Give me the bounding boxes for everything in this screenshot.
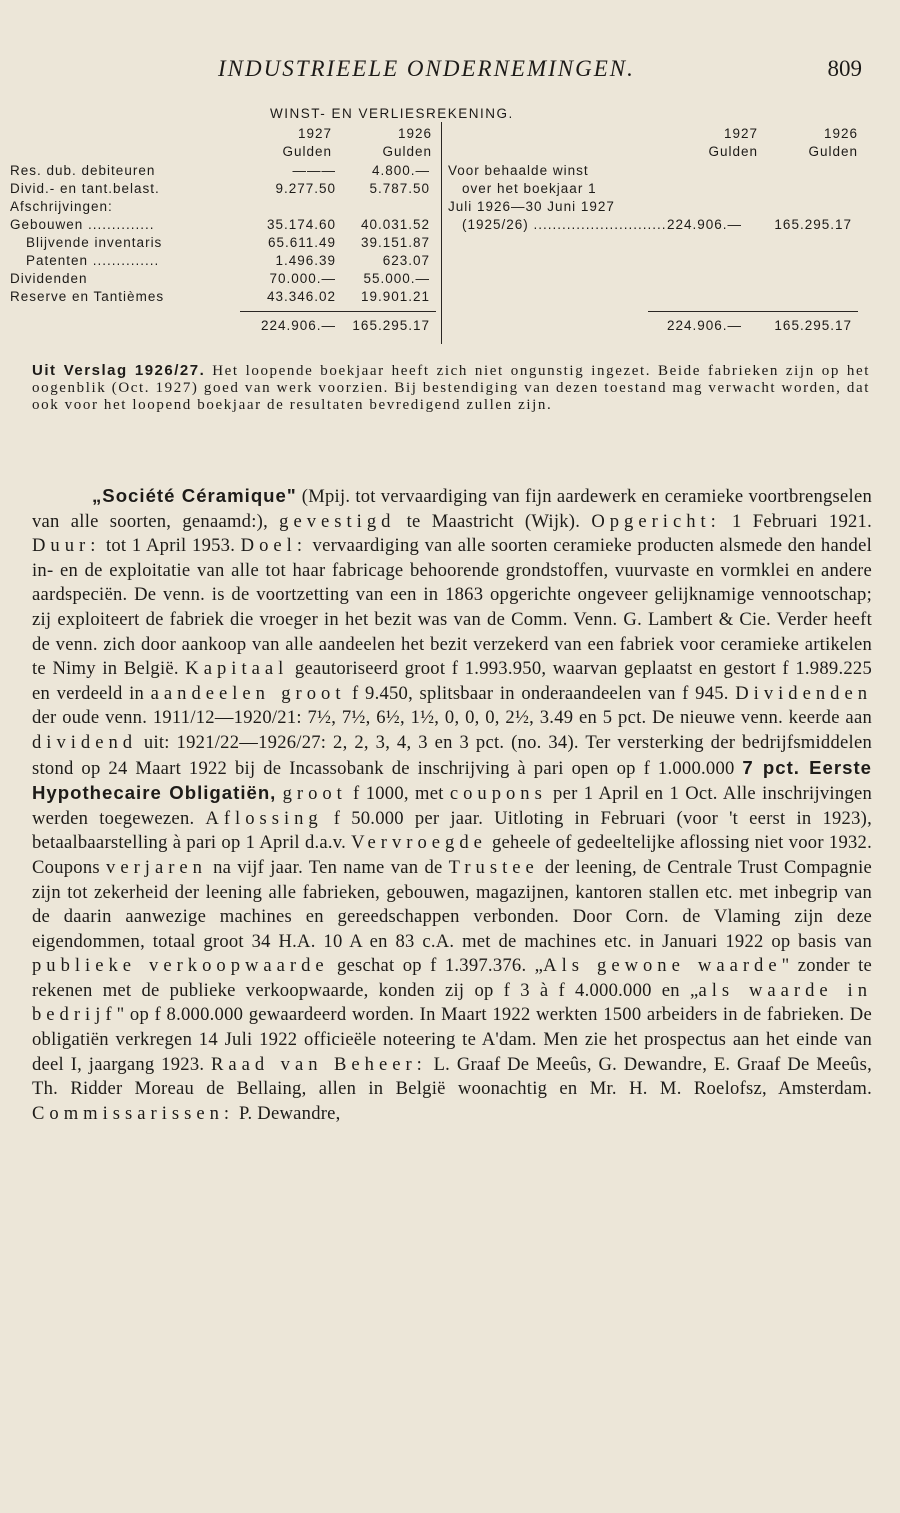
entry-text: " op f 8.000.000 gewaardeerd worden. In Maart 1922 werkten 1500 arbeiders in de fabrieken. De obligatiën verkregen 14 Juli 1922 officieële noteering te A'dam. Men zie het prospectus aan het einde van deel I, jaargang 1923. [32,1004,872,1075]
keyword-opgericht: Opgericht: [591,510,721,532]
company-entry [32,484,872,1126]
credit-year-1927: 1927 [723,126,758,141]
debit-label: Gebouwen .............. [10,217,155,232]
entry-text: f 1000, met [346,783,450,805]
credit-line: over het boekjaar 1 [462,181,597,196]
debit-value-1926: 55.000.— [363,271,430,286]
debit-value-1926: 39.151.87 [360,235,430,250]
profit-loss-account [0,0,900,360]
keyword-verjaren: verjaren [106,856,207,878]
debit-year-1927: 1927 [297,126,332,141]
keyword-aandeelen: aandeelen groot [150,682,346,704]
entry-text: der leening, de Centrale Trust Compagnie zijn tot zekerheid der leening alle fabrieken, gebouwen, magazijnen, kantoren stallen etc. met inbegrip van de daarin aanwezige machines en gereedschappen verbonden. Door Corn. de Vlaming zijn deze eigendommen, totaal groot 34 H.A. 10 A en 83 c.A. met de machines etc. in Januari 1922 op basis van [32,856,872,952]
debit-label: Dividenden [10,271,88,286]
credit-total-1927: 224.906.— [666,318,742,333]
report-text: Het loopende boekjaar heeft zich niet ongunstig ingezet. Beide fabrieken zijn op het oogenblik (Oct. 1927) goed van werk voorzien. Bij bestendiging van dezen toestand mag verwacht worden, dat ook voor het loopend boekjaar de resultaten bevredigend zullen zijn. [32,363,870,413]
keyword-obligaties: 7 pct. Eerste Hypothecaire Obligatiën, [32,756,872,804]
account-divider [441,122,442,344]
entry-text: per 1 April en 1 Oct. Alle inschrijvingen werden toegewezen. [32,783,872,829]
credit-currency-1926: Gulden [808,144,858,159]
entry-text: " zonder te rekenen met de publieke verkoopwaarde, konden zij op f 3 à f 4.000.000 en „ [32,955,872,1001]
entry-text: geautoriseerd groot f 1.993.950, waarvan geplaatst en gestort f 1.989.225 en verdeeld in [32,658,872,704]
credit-total-rule [648,311,858,312]
debit-value-1927: 1.496.39 [275,253,336,268]
keyword-doel: Doel: [240,535,307,557]
entry-text: geheele of gedeeltelijke aflossing niet voor 1932. Coupons [32,832,872,878]
debit-total-1927: 224.906.— [260,318,336,333]
annual-report-excerpt [32,362,870,414]
keyword-dividend: dividend [32,731,138,753]
debit-value-1927: 9.277.50 [275,181,336,196]
debit-value-1927: 43.346.02 [266,289,336,304]
credit-year-1926: 1926 [823,126,858,141]
keyword-duur: Duur: [32,535,101,557]
company-paragraph [32,484,872,1126]
debit-value-1927: 35.174.60 [266,217,336,232]
keyword-kapitaal: Kapitaal [185,658,289,680]
report-lead: Uit Verslag 1926/27. [32,362,206,379]
debit-value-1927: ——— [292,163,336,178]
credit-line: (1925/26) ............................ [462,217,667,232]
credit-line: Juli 1926—30 Juni 1927 [448,199,615,214]
debit-label: Blijvende inventaris [26,235,163,250]
keyword-aflossing: Aflossing [205,807,323,829]
keyword-groot: groot [282,783,347,805]
entry-text: L. Graaf De Meeûs, G. Dewandre, E. Graaf De Meeûs, Th. Ridder Moreau de Bellaing, allen in België woonachtig en Mr. H. M. Roelofsz, Amsterdam. [32,1053,872,1100]
debit-value-1927: 70.000.— [269,271,336,286]
keyword-gevestigd: gevestigd [279,510,396,532]
debit-value-1927: 65.611.49 [267,235,336,250]
entry-text: der oude venn. 1911/12—1920/21: 7½, 7½, 6½, 1½, 0, 0, 0, 2½, 3.49 en 5 pct. De nieuwe venn. keerde aan [32,707,872,729]
debit-value-1926: 623.07 [382,253,430,268]
debit-label: Patenten .............. [26,253,160,268]
entry-text: geschat op f 1.397.376. „ [328,955,544,977]
credit-line: Voor behaalde winst [448,163,589,178]
keyword-vervroegde: Vervroegde [351,832,487,854]
company-name: „Société Céramique" [92,485,297,506]
entry-text: (Mpij. tot vervaardiging van fijn aardewerk en ceramieke voortbrengselen van alle soorten, genaamd:), [32,486,872,532]
debit-value-1926: 5.787.50 [369,181,430,196]
entry-text: f 50.000 per jaar. Uitloting in Februari (voor 't eerst in 1923), betaalbaarstelling à pari op 1 April d.a.v. [32,807,872,854]
entry-text: 1 Februari 1921. [720,510,872,532]
debit-label: Afschrijvingen: [10,199,113,214]
credit-value-1926: 165.295.17 [774,217,852,232]
entry-text: P. Dewandre, [234,1102,341,1124]
entry-text: uit: 1921/22—1926/27: 2, 2, 3, 4, 3 en 3 pct. (no. 34). Ter versterking der bedrijfsmiddelen stond op 24 Maart 1922 bij de Incassobank de inschrijving à pari open op f 1.000.000 [32,731,872,779]
account-title: WINST- EN VERLIESREKENING. [270,106,514,121]
debit-value-1926: 4.800.— [371,163,430,178]
debit-value-1926: 19.901.21 [360,289,430,304]
debit-total-1926: 165.295.17 [352,318,430,333]
debit-year-1926: 1926 [397,126,432,141]
entry-text: te Maastricht (Wijk). [395,510,592,532]
keyword-coupons: coupons [449,783,547,805]
credit-value-1927: 224.906.— [666,217,742,232]
debit-label: Res. dub. debiteuren [10,163,156,178]
keyword-publieke-verkoopwaarde: publieke verkoopwaarde [32,955,329,977]
debit-total-rule [240,311,436,312]
debit-label: Divid.- en tant.belast. [10,181,160,196]
keyword-raad-van-beheer: Raad van Beheer: [211,1053,427,1075]
keyword-gewone-waarde: Als gewone waarde [543,955,782,977]
keyword-trustee: Trustee [448,856,539,878]
entry-text: vervaardiging van alle soorten ceramieke producten alsmede den handel in- en de exploitatie van alle tot haar fabricage behoorende grondstoffen, vuurvaste en vormklei en andere aardspeciën. De venn. is de voortzetting van een in 1863 opgerichte ongeveer gelijknamige vennootschap; zij exploiteert de fabriek die vroeger in het bezit was van de Comm. Venn. G. Lambert & Cie. Verder heeft de venn. zich door aankoop van alle aandeelen het bezit verzekerd van een fabriek voor ceramieke artikelen te Nimy in België. [32,535,872,680]
debit-label: Reserve en Tantièmes [10,289,165,304]
keyword-dividenden: Dividenden [735,682,872,704]
running-title: INDUSTRIEELE ONDERNEMINGEN. [218,56,635,81]
debit-value-1926: 40.031.52 [360,217,430,232]
credit-total-1926: 165.295.17 [774,318,852,333]
entry-text: f 9.450, splitsbaar in onderaandeelen van f 945. [345,682,736,704]
entry-text: tot 1 April 1953. [100,535,241,557]
keyword-waarde-in-bedrijf: als waarde in bedrijf [32,979,872,1026]
debit-currency-1926: Gulden [382,144,432,159]
debit-currency-1927: Gulden [282,144,332,159]
keyword-commissarissen: Commissarissen: [32,1102,235,1124]
credit-currency-1927: Gulden [708,144,758,159]
page-number: 809 [827,56,862,81]
entry-text: na vijf jaar. Ten name van de [206,856,449,878]
